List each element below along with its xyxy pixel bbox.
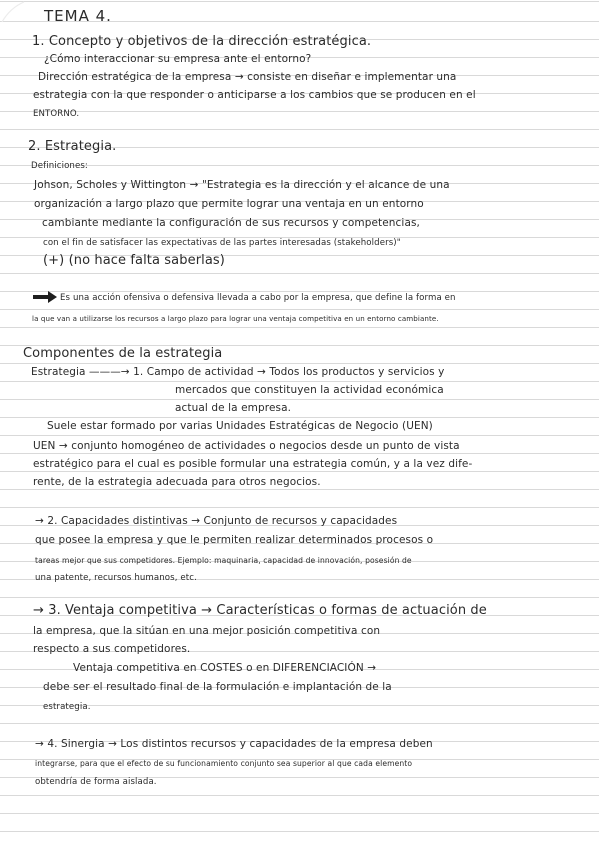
note-line: Definiciones: (31, 161, 88, 171)
components-heading: Componentes de la estrategia (23, 346, 223, 361)
note-line: integrarse, para que el efecto de su funcionamiento conjunto sea superior al que cada elemento (35, 759, 413, 768)
note-line: → 2. Capacidades distintivas → Conjunto de recursos y capacidades (35, 515, 398, 527)
note-line: cambiante mediante la configuración de sus recursos y competencias, (42, 217, 420, 229)
note-line: obtendría de forma aislada. (35, 777, 157, 787)
note-line: respecto a sus competidores. (33, 643, 191, 655)
note-line: ¿Cómo interaccionar su empresa ante el entorno? (44, 53, 312, 65)
note-line: estrategia con la que responder o anticiparse a los cambios que se producen en el (33, 89, 476, 101)
note-line: debe ser el resultado final de la formulación e implantación de la (43, 681, 392, 693)
note-line: una patente, recursos humanos, etc. (35, 573, 197, 583)
note-line: Es una acción ofensiva o defensiva llevada a cabo por la empresa, que define la forma en (60, 293, 456, 303)
note-line: la empresa, que la sitúan en una mejor posición competitiva con (33, 625, 381, 637)
note-line: que posee la empresa y que le permiten realizar determinados procesos o (35, 534, 434, 546)
page-corner-fold-icon (0, 0, 30, 30)
section-1-heading: 1. Concepto y objetivos de la dirección estratégica. (32, 34, 372, 49)
note-line: Ventaja competitiva en COSTES o en DIFERENCIACIÓN → (73, 662, 377, 674)
note-title: TEMA 4. (44, 7, 112, 25)
note-line: actual de la empresa. (175, 402, 292, 414)
note-line: con el fin de satisfacer las expectativas de las partes interesadas (stakeholders)" (43, 238, 401, 248)
note-line: Suele estar formado por varias Unidades Estratégicas de Negocio (UEN) (47, 420, 433, 432)
note-line: ENTORNO. (33, 109, 80, 119)
note-line: la que van a utilizarse los recursos a largo plazo para lograr una ventaja competitiva en un entorno cambiante. (32, 314, 439, 323)
note-line: UEN → conjunto homogéneo de actividades o negocios desde un punto de vista (33, 440, 460, 452)
section-2-heading: 2. Estrategia. (28, 139, 117, 154)
note-line: organización a largo plazo que permite lograr una ventaja en un entorno (34, 198, 424, 210)
note-line: estratégico para el cual es posible formular una estrategia común, y a la vez dife- (33, 458, 473, 470)
note-line: estrategia. (43, 702, 91, 712)
note-line: rente, de la estrategia adecuada para otros negocios. (33, 476, 321, 488)
note-line: Estrategia ———→ 1. Campo de actividad → Todos los productos y servicios y (31, 366, 445, 378)
note-line: mercados que constituyen la actividad económica (175, 384, 444, 396)
note-line: Dirección estratégica de la empresa → consiste en diseñar e implementar una (38, 71, 457, 83)
bold-arrow-right-icon (32, 291, 58, 303)
note-line: → 3. Ventaja competitiva → Características o formas de actuación de (33, 603, 487, 618)
note-line: tareas mejor que sus competidores. Ejemplo: maquinaria, capacidad de innovación, posesión de (35, 556, 412, 565)
note-line: → 4. Sinergia → Los distintos recursos y capacidades de la empresa deben (35, 738, 433, 750)
note-line: Johson, Scholes y Wittington → "Estrategia es la dirección y el alcance de una (34, 179, 450, 191)
note-line: (+) (no hace falta saberlas) (43, 253, 225, 268)
